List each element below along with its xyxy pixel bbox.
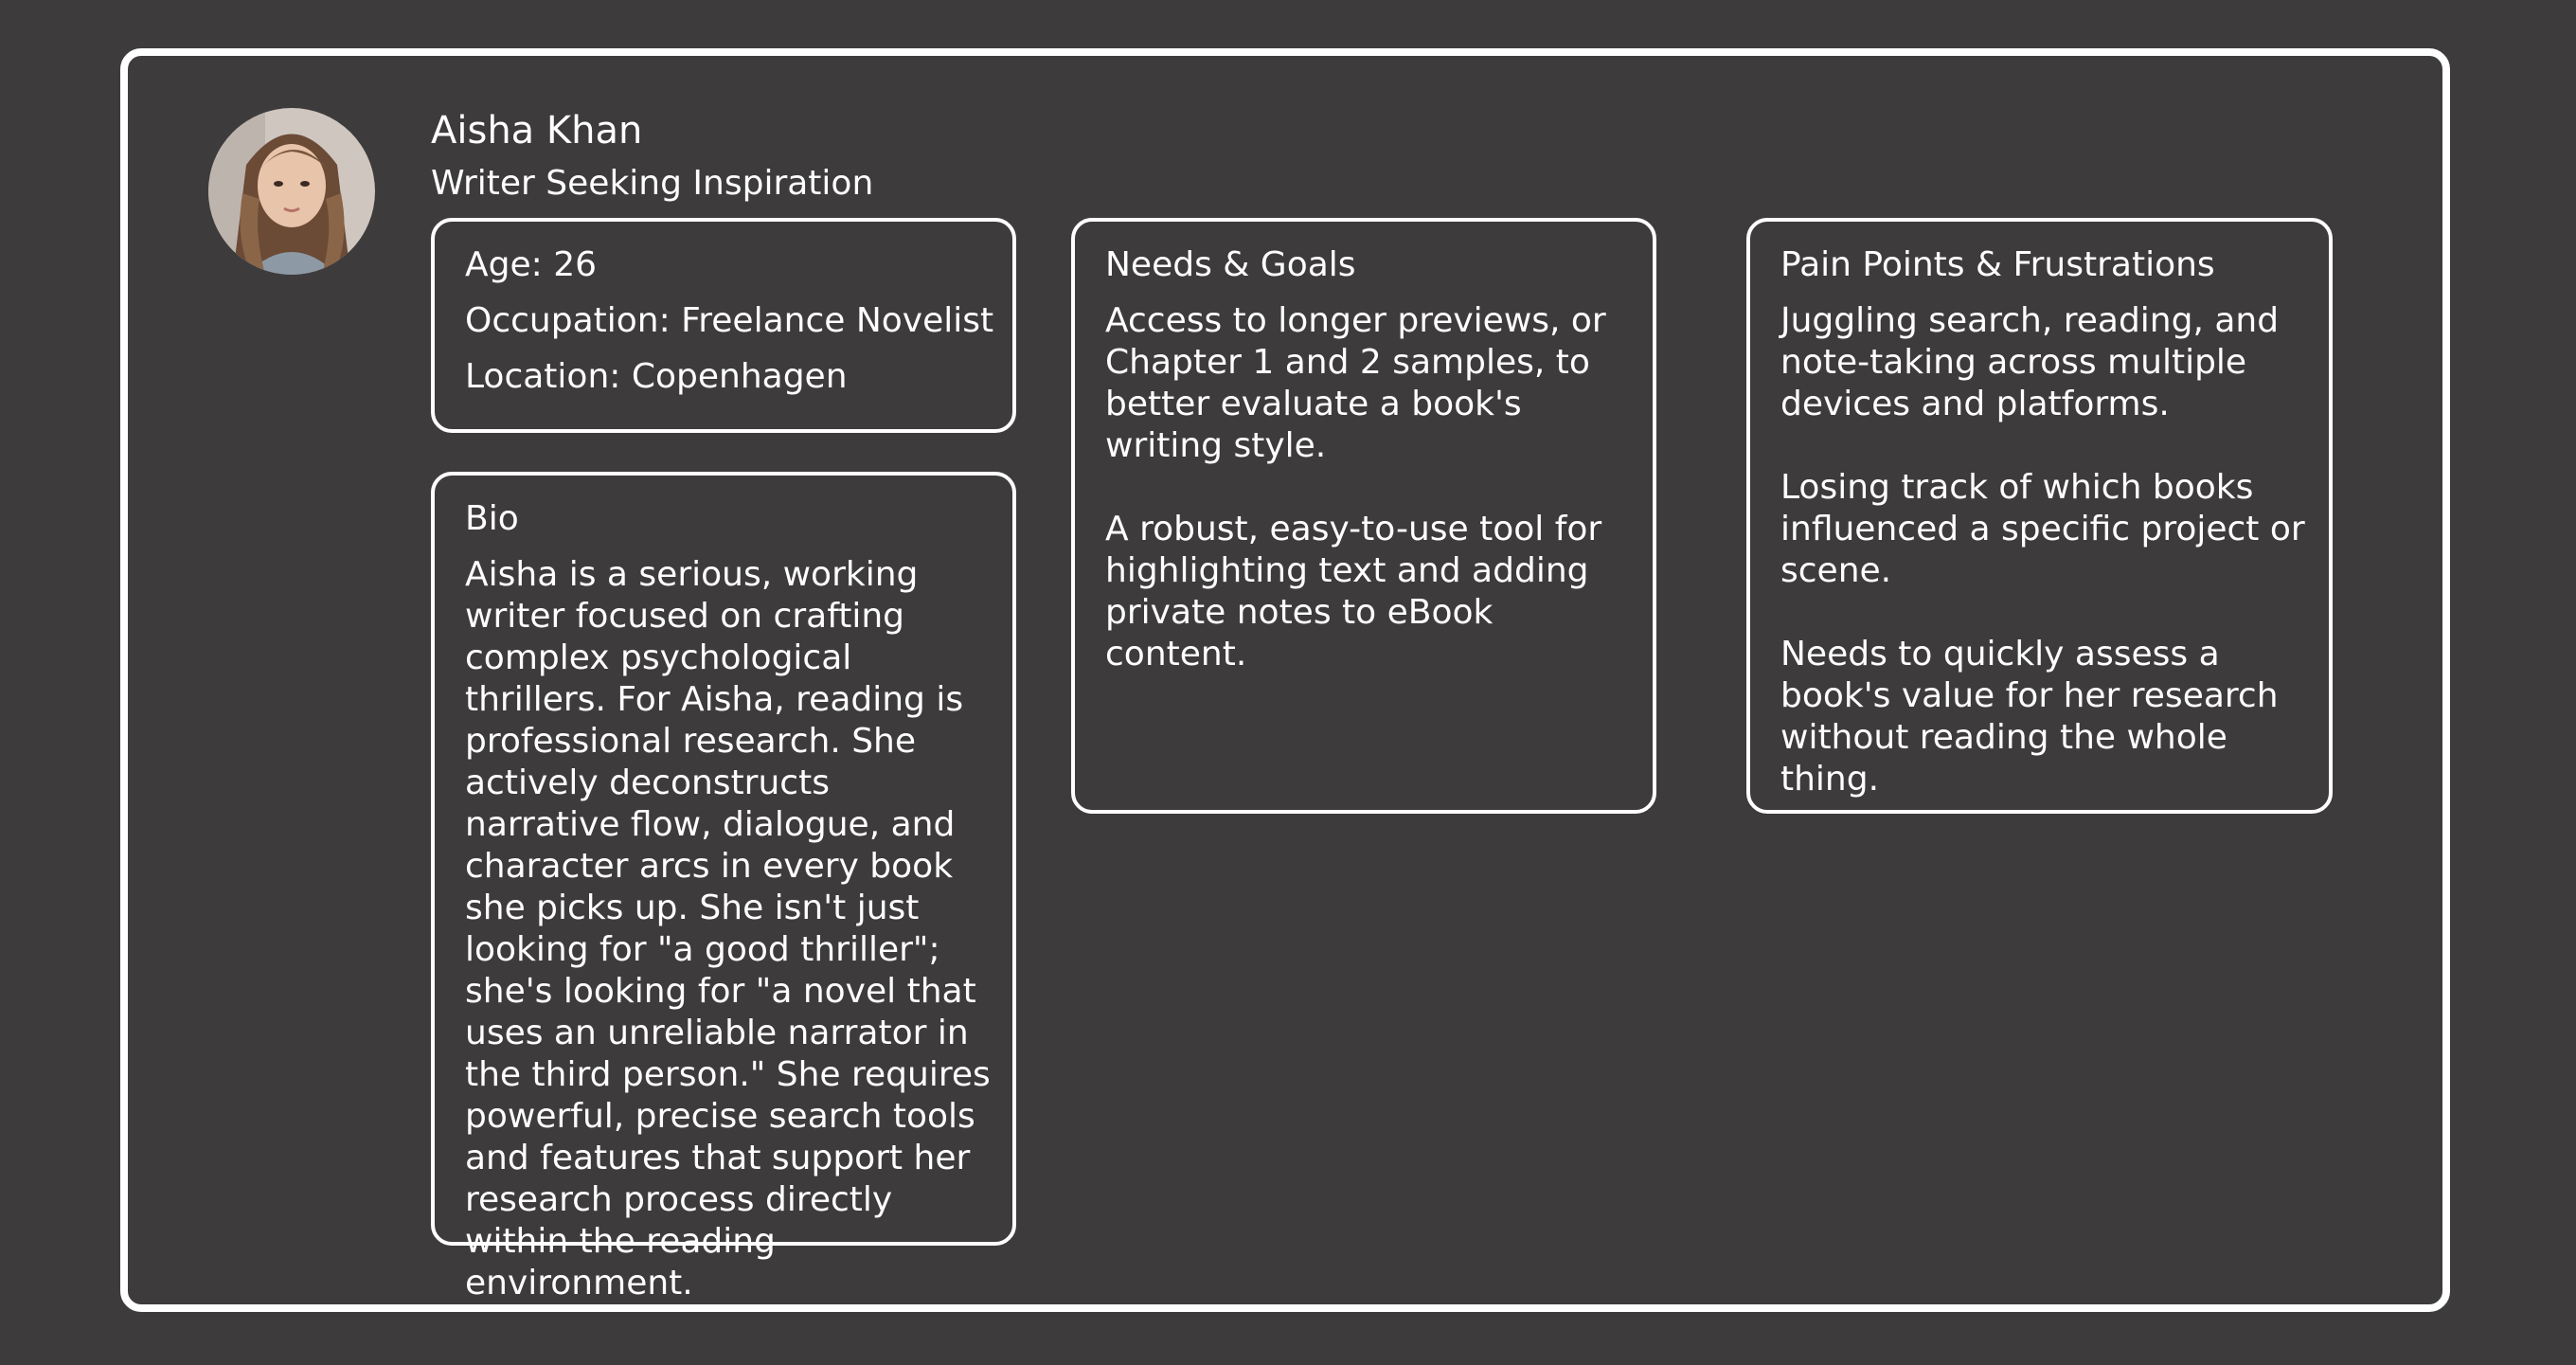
- age-text: Age: 26: [465, 245, 598, 284]
- needs-item: A robust, easy-to-use tool for highlighting text and adding private notes to eBook content.: [1105, 510, 1602, 674]
- needs-item: Access to longer previews, or Chapter 1 and 2 samples, to better evaluate a book's writing style.: [1105, 301, 1606, 465]
- location-text: Location: Copenhagen: [465, 357, 848, 396]
- pain-point-item: Needs to quickly assess a book's value for her research without reading the whole thing.: [1780, 635, 2279, 799]
- demographics-card: [431, 218, 1016, 433]
- avatar-photo: [208, 108, 375, 275]
- persona-name: Aisha Khan: [431, 109, 643, 153]
- pain-points-title: Pain Points & Frustrations: [1780, 245, 2215, 284]
- needs-title: Needs & Goals: [1105, 245, 1356, 284]
- pain-points-card: [1746, 218, 2333, 814]
- bio-card: [431, 472, 1016, 1302]
- pain-point-item: Juggling search, reading, and note-taking across multiple devices and platforms.: [1780, 301, 2280, 423]
- pain-point-item: Losing track of which books influenced a specific project or scene.: [1780, 468, 2305, 590]
- avatar: [208, 108, 375, 275]
- persona-role: Writer Seeking Inspiration: [431, 164, 874, 203]
- occupation-text: Occupation: Freelance Novelist: [465, 301, 994, 340]
- needs-goals-card: [1071, 218, 1656, 814]
- bio-text: Aisha is a serious, working writer focused on crafting complex psychological thrillers. For Aisha, reading is professional research. She actively deconstructs narrative flow, dialogue, and character arcs in every book she picks up. She isn't just looking for "a good thriller"; she's looking for "a novel that uses an unreliable narrator in the third person." She requires powerful, precise search tools and features that support her research process directly within the reading environment.: [465, 555, 991, 1302]
- bio-title: Bio: [465, 499, 519, 538]
